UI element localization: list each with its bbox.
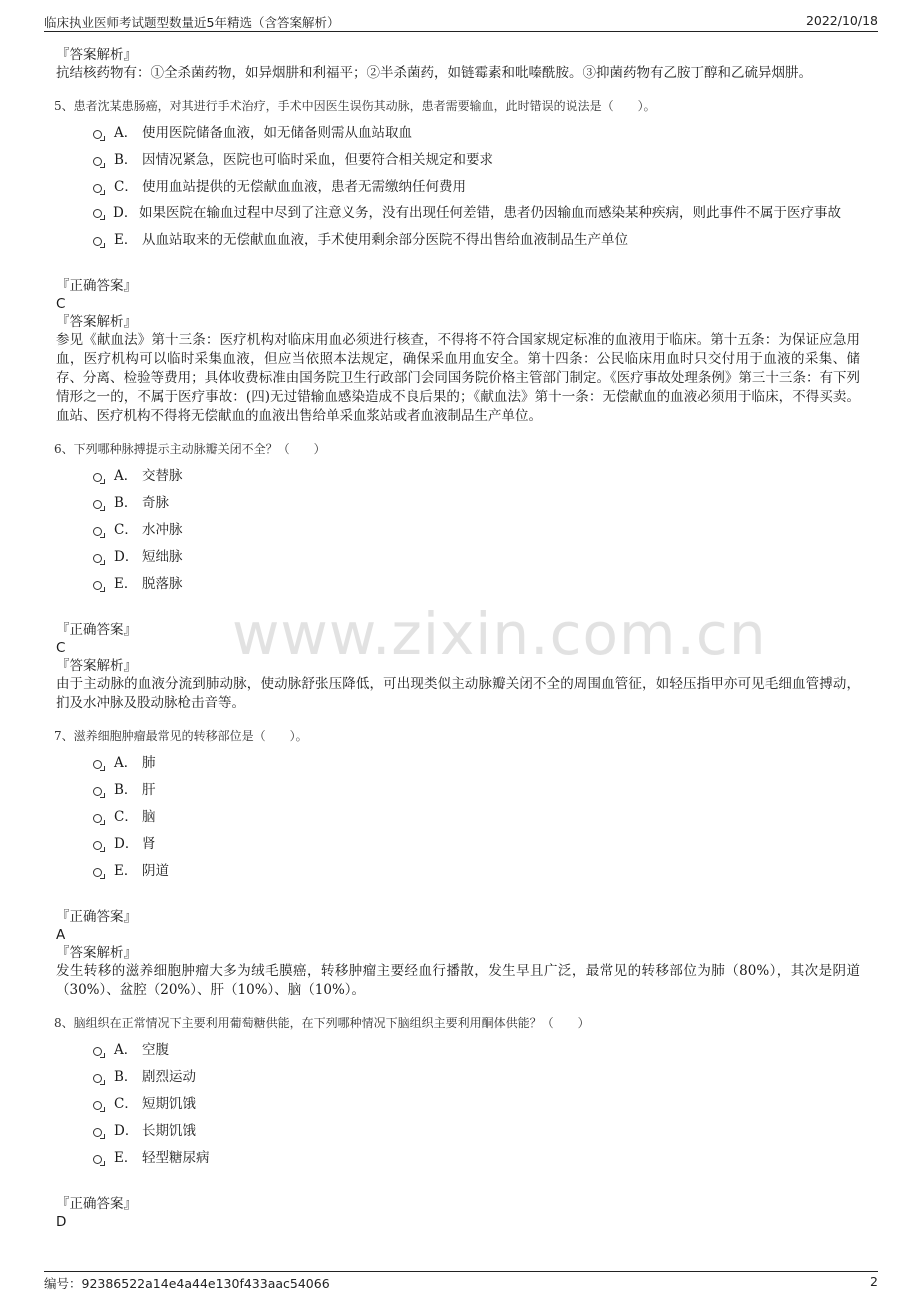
radio-icon[interactable] — [93, 473, 102, 482]
option-a[interactable]: A． 使用医院储备血液，如无储备则需从血站取血 — [92, 121, 860, 145]
correct-answer-label: 『正确答案』 — [56, 1196, 137, 1212]
option-list — [92, 751, 860, 883]
radio-icon[interactable] — [93, 1155, 102, 1164]
page-footer — [44, 1271, 878, 1290]
option-e[interactable]: E． 脱落脉 — [92, 572, 860, 596]
option-list — [92, 1038, 860, 1170]
option-c[interactable]: C． 短期饥饿 — [92, 1092, 860, 1116]
radio-icon[interactable] — [93, 1047, 102, 1056]
document-code: 编号：92386522a14e4a44e130f433aac54066 — [44, 1276, 330, 1291]
analysis-text: 发生转移的滋养细胞肿瘤大多为绒毛膜癌，转移肿瘤主要经血行播散，发生早且广泛，最常见的转移部位为肺（80%），其次是阴道（30%）、盆腔（20%）、肝（10%）、脑（10%）。 — [56, 963, 860, 998]
radio-icon[interactable] — [93, 184, 102, 193]
option-a[interactable]: A． 肺 — [92, 751, 860, 775]
radio-icon[interactable] — [93, 554, 102, 563]
radio-icon[interactable] — [93, 527, 102, 536]
option-d[interactable]: D． 短绌脉 — [92, 545, 860, 569]
option-c[interactable]: C． 水冲脉 — [92, 518, 860, 542]
analysis-label: 『答案解析』 — [56, 314, 137, 330]
radio-icon[interactable] — [93, 157, 102, 166]
correct-answer-label: 『正确答案』 — [56, 278, 137, 294]
analysis-label: 『答案解析』 — [56, 658, 137, 674]
page-number: 2 — [870, 1274, 878, 1289]
option-list — [92, 464, 860, 596]
option-d[interactable]: D． 肾 — [92, 832, 860, 856]
page-header — [44, 11, 878, 32]
radio-icon[interactable] — [93, 130, 102, 139]
radio-icon[interactable] — [93, 1128, 102, 1137]
question-7 — [56, 727, 860, 1000]
document-date: 2022/10/18 — [805, 13, 878, 28]
radio-icon[interactable] — [93, 237, 102, 246]
radio-icon[interactable] — [93, 868, 102, 877]
radio-icon[interactable] — [93, 841, 102, 850]
radio-icon[interactable] — [93, 1101, 102, 1110]
question-stem: 6、下列哪种脉搏提示主动脉瓣关闭不全？（ ） — [54, 442, 326, 456]
option-b[interactable]: B． 奇脉 — [92, 491, 860, 515]
correct-answer-label: 『正确答案』 — [56, 622, 137, 638]
option-d[interactable]: D． 如果医院在输血过程中尽到了注意义务，没有出现任何差错，患者仍因输血而感染某种疾病，则此事件不属于医疗事故 — [92, 202, 860, 225]
question-stem: 8、脑组织在正常情况下主要利用葡萄糖供能，在下列哪种情况下脑组织主要利用酮体供能？（ ） — [54, 1016, 590, 1030]
option-list — [92, 121, 860, 252]
radio-icon[interactable] — [93, 787, 102, 796]
option-c[interactable]: C． 脑 — [92, 805, 860, 829]
document-title: 临床执业医师考试题型数量近5年精选（含答案解析） — [44, 15, 340, 30]
radio-icon[interactable] — [93, 1074, 102, 1083]
option-e[interactable]: E． 从血站取来的无偿献血血液，手术使用剩余部分医院不得出售给血液制品生产单位 — [92, 228, 860, 252]
question-stem: 7、滋养细胞肿瘤最常见的转移部位是（ ）。 — [54, 729, 308, 743]
option-b[interactable]: B． 剧烈运动 — [92, 1065, 860, 1089]
radio-icon[interactable] — [93, 581, 102, 590]
option-b[interactable]: B． 肝 — [92, 778, 860, 802]
analysis-label: 『答案解析』 — [56, 47, 137, 63]
radio-icon[interactable] — [93, 209, 102, 218]
question-8 — [56, 1014, 860, 1231]
radio-icon[interactable] — [93, 500, 102, 509]
watermark: www.zixin.com.cn — [232, 600, 767, 668]
correct-answer: C — [56, 640, 66, 656]
option-d[interactable]: D． 长期饥饿 — [92, 1119, 860, 1143]
question-5 — [56, 97, 860, 426]
option-c[interactable]: C． 使用血站提供的无偿献血血液，患者无需缴纳任何费用 — [92, 175, 860, 199]
analysis-text: 由于主动脉的血液分流到肺动脉，使动脉舒张压降低，可出现类似主动脉瓣关闭不全的周围血管征，如轻压指甲亦可见毛细血管搏动，扪及水冲脉及股动脉枪击音等。 — [56, 676, 860, 711]
option-b[interactable]: B． 因情况紧急，医院也可临时采血，但要符合相关规定和要求 — [92, 148, 860, 172]
correct-answer: A — [56, 927, 66, 943]
correct-answer: C — [56, 296, 66, 312]
radio-icon[interactable] — [93, 814, 102, 823]
question-stem: 5、患者沈某患肠癌，对其进行手术治疗，手术中因医生误伤其动脉，患者需要输血，此时错误的说法是（ ）。 — [54, 99, 656, 113]
option-a[interactable]: A． 空腹 — [92, 1038, 860, 1062]
analysis-text: 参见《献血法》第十三条：医疗机构对临床用血必须进行核查，不得将不符合国家规定标准的血液用于临床。第十五条：为保证应急用血，医疗机构可以临时采集血液，但应当依照本法规定，确保采血用血安全。第十四条：公民临床用血时只交付用于血液的采集、储存、分离、检验等费用；具体收费标准由国务院卫生行政部门会同国务院价格主管部门制定。《医疗事故处理条例》第三十三条：有下列情形之一的，不属于医疗事故：(四)无过错输血感染造成不良后果的；《献血法》第十一条：无偿献血的血液必须用于临床，不得买卖。血站、医疗机构不得将无偿献血的血液出售给单采血浆站或者血液制品生产单位。 — [56, 332, 860, 424]
analysis-text: 抗结核药物有：①全杀菌药物，如异烟肼和利福平；②半杀菌药，如链霉素和吡嗪酰胺。③抑菌药物有乙胺丁醇和乙硫异烟肼。 — [56, 65, 812, 81]
correct-answer-label: 『正确答案』 — [56, 909, 137, 925]
question-6 — [56, 440, 860, 713]
option-e[interactable]: E． 轻型糖尿病 — [92, 1146, 860, 1170]
option-e[interactable]: E． 阴道 — [92, 859, 860, 883]
analysis-label: 『答案解析』 — [56, 945, 137, 961]
page-content — [56, 46, 860, 1231]
option-a[interactable]: A． 交替脉 — [92, 464, 860, 488]
radio-icon[interactable] — [93, 760, 102, 769]
correct-answer: D — [56, 1214, 67, 1230]
